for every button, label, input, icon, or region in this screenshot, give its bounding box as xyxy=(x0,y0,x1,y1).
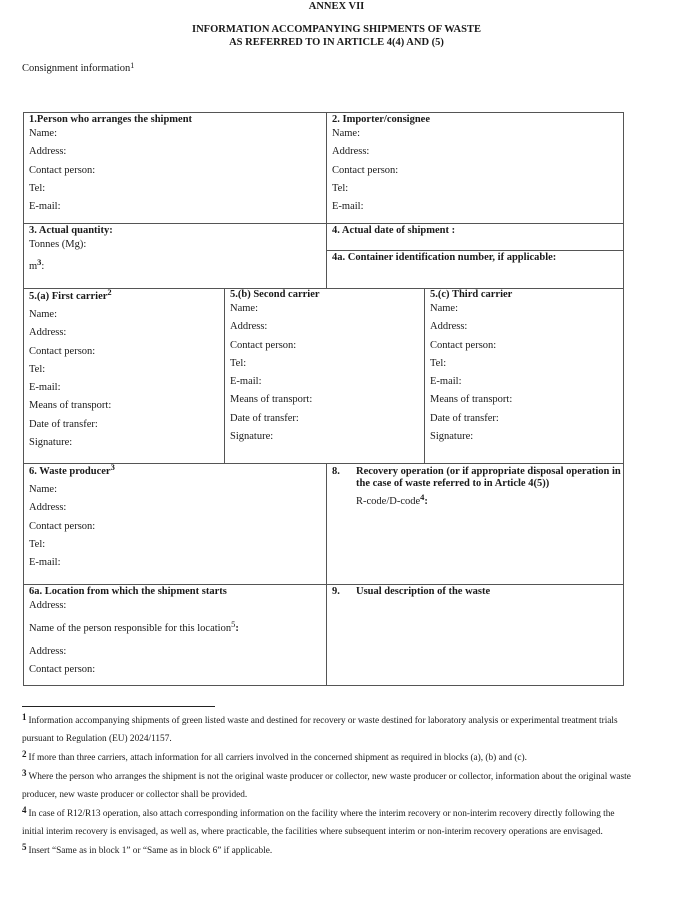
field-contact-person[interactable]: Contact person: xyxy=(430,339,497,351)
footnote-3 xyxy=(22,767,632,804)
field-address[interactable]: Address: xyxy=(29,502,67,514)
block-1-person-arranging-shipment xyxy=(29,114,324,216)
field-name[interactable]: Name: xyxy=(430,303,458,314)
block-4-actual-date-of-shipment[interactable] xyxy=(332,225,622,236)
footnote-number: 3 xyxy=(22,768,27,778)
block-4-title: 4. Actual date of shipment : xyxy=(332,225,456,236)
field-address[interactable]: Address: xyxy=(430,321,468,333)
block-8-number: 8. xyxy=(332,466,340,477)
block-5c-title: 5.(c) Third carrier xyxy=(430,289,513,300)
document-title-line2: AS REFERRED TO IN ARTICLE 4(4) AND (5) xyxy=(229,37,444,48)
block-8-title-text: Recovery operation (or if appropriate disposal operation in the case of waste referred to in Article 4(5)) xyxy=(356,466,621,489)
footnote-separator xyxy=(22,706,215,707)
field-tel[interactable]: Tel: xyxy=(430,357,447,369)
footnote-ref-5[interactable]: 5 xyxy=(231,619,236,630)
field-contact-person[interactable]: Contact person: xyxy=(332,164,399,176)
field-name[interactable]: Name: xyxy=(29,309,57,320)
field-name[interactable]: Name: xyxy=(29,484,57,495)
block-6a-shipment-start-location xyxy=(29,586,324,679)
consignment-form-table xyxy=(23,112,624,686)
block-9-title xyxy=(332,586,622,597)
field-address[interactable]: Address: xyxy=(29,327,67,339)
r-code-colon: : xyxy=(424,496,428,507)
document-title-line1: INFORMATION ACCOMPANYING SHIPMENTS OF WASTE xyxy=(192,24,481,35)
field-tel[interactable]: Tel: xyxy=(29,538,46,550)
field-signature[interactable]: Signature: xyxy=(230,431,274,443)
footnote-number: 2 xyxy=(22,749,27,759)
block-5c-third-carrier xyxy=(430,289,622,446)
block-8-recovery-operation[interactable] xyxy=(332,466,622,511)
field-date-of-transfer[interactable]: Date of transfer: xyxy=(230,412,299,424)
field-address[interactable]: Address: xyxy=(230,321,268,333)
responsible-person-label: Name of the person responsible for this location xyxy=(29,623,232,635)
divider xyxy=(224,288,225,464)
divider xyxy=(326,250,624,251)
field-means-of-transport[interactable]: Means of transport: xyxy=(430,394,513,406)
block-3-title: 3. Actual quantity: xyxy=(29,225,113,236)
block-9-title-text: Usual description of the waste xyxy=(356,586,491,597)
block-6-title xyxy=(29,462,324,477)
field-name[interactable]: Name: xyxy=(332,128,360,139)
field-email[interactable]: E-mail: xyxy=(29,382,61,394)
footnote-number: 4 xyxy=(22,805,27,815)
footnote-4 xyxy=(22,804,632,841)
annex-title: ANNEX VII xyxy=(308,1,365,12)
field-r-code-d-code[interactable] xyxy=(332,492,622,511)
field-means-of-transport[interactable]: Means of transport: xyxy=(29,400,112,412)
field-signature[interactable]: Signature: xyxy=(29,437,73,449)
block-1-title: 1.Person who arranges the shipment xyxy=(29,114,193,125)
block-4a-title: 4a. Container identification number, if applicable: xyxy=(332,252,557,263)
footnote-text: Insert “Same as in block 1” or “Same as in block 6” if applicable. xyxy=(28,846,273,856)
divider xyxy=(424,288,425,464)
footnote-ref-1[interactable]: 1 xyxy=(130,61,135,70)
consignment-information-label xyxy=(22,63,134,74)
field-responsible-person[interactable] xyxy=(29,619,324,638)
block-6-waste-producer xyxy=(29,462,324,572)
field-contact-person[interactable]: Contact person: xyxy=(29,164,96,176)
field-contact-person[interactable]: Contact person: xyxy=(29,663,96,675)
footnote-text: Information accompanying shipments of green listed waste and destined for recovery or waste destined for laboratory analysis or experimental treatment trials pursuant to Regulation (EU) 2024/1157. xyxy=(22,716,618,744)
divider xyxy=(24,223,624,224)
block-9-number: 9. xyxy=(332,586,340,597)
footnote-text: Where the person who arranges the shipment is not the original waste producer or collector, new waste producer or collector, information about the original waste producer, new waste producer or collector shall be provided. xyxy=(22,772,631,800)
field-cubic-metres[interactable] xyxy=(29,257,324,276)
footnote-text: If more than three carriers, attach information for all carriers involved in the concerned shipment as required in blocks (a), (b) and (c). xyxy=(28,753,527,763)
block-2-importer-consignee xyxy=(332,114,622,216)
field-email[interactable]: E-mail: xyxy=(430,376,462,388)
footnote-ref-4[interactable]: 4 xyxy=(420,492,425,502)
m3-colon: : xyxy=(41,261,45,273)
m3-superscript: 3 xyxy=(37,257,42,268)
block-5b-second-carrier xyxy=(230,289,422,446)
field-signature[interactable]: Signature: xyxy=(430,431,474,443)
field-tel[interactable]: Tel: xyxy=(29,363,46,375)
field-date-of-transfer[interactable]: Date of transfer: xyxy=(29,418,98,430)
footnote-5 xyxy=(22,841,632,860)
m3-unit: m xyxy=(29,261,38,273)
divider xyxy=(326,463,327,686)
field-contact-person[interactable]: Contact person: xyxy=(29,345,96,357)
field-address[interactable]: Address: xyxy=(29,600,67,611)
block-4a-container-id[interactable] xyxy=(332,252,622,263)
block-5a-title xyxy=(29,287,223,302)
field-email[interactable]: E-mail: xyxy=(29,557,61,569)
block-5a-title-text: 5.(a) First carrier xyxy=(29,291,108,302)
field-tel[interactable]: Tel: xyxy=(29,182,46,194)
field-name[interactable]: Name: xyxy=(230,303,258,314)
footnote-2 xyxy=(22,748,632,767)
field-address-2[interactable]: Address: xyxy=(29,645,67,657)
responsible-colon: : xyxy=(235,623,239,635)
divider xyxy=(326,113,327,289)
field-tonnes[interactable]: Tonnes (Mg): xyxy=(29,239,87,250)
field-address[interactable]: Address: xyxy=(29,146,67,158)
field-means-of-transport[interactable]: Means of transport: xyxy=(230,394,313,406)
footnote-ref-2[interactable]: 2 xyxy=(107,287,112,297)
field-tel[interactable]: Tel: xyxy=(230,357,247,369)
field-name[interactable]: Name: xyxy=(29,128,57,139)
block-2-title: 2. Importer/consignee xyxy=(332,114,430,125)
block-6-title-text: 6. Waste producer xyxy=(29,466,111,477)
footnote-number: 5 xyxy=(22,842,27,852)
footnotes xyxy=(22,711,632,860)
field-email[interactable]: E-mail: xyxy=(332,201,364,213)
footnote-text: In case of R12/R13 operation, also attach corresponding information on the facility where the interim recovery or non-interim recovery directly following the initial interim recovery is envisaged, as well as, where practicable, the facilities where subsequent interim or non-interim recovery operations are envisaged. xyxy=(22,809,615,837)
field-contact-person[interactable]: Contact person: xyxy=(29,520,96,532)
r-code-d-code-label: R-code/D-code xyxy=(356,496,421,507)
block-5b-title: 5.(b) Second carrier xyxy=(230,289,320,300)
field-email[interactable]: E-mail: xyxy=(230,376,262,388)
field-tel[interactable]: Tel: xyxy=(332,182,349,194)
block-8-title xyxy=(332,466,622,490)
footnote-ref-3[interactable]: 3 xyxy=(110,462,115,472)
block-9-waste-description[interactable] xyxy=(332,586,622,597)
field-contact-person[interactable]: Contact person: xyxy=(230,339,297,351)
footnote-1 xyxy=(22,711,632,748)
document-title xyxy=(0,23,673,49)
consignment-label-text: Consignment information xyxy=(22,63,131,74)
block-6a-title: 6a. Location from which the shipment starts xyxy=(29,586,227,597)
field-email[interactable]: E-mail: xyxy=(29,201,61,213)
field-date-of-transfer[interactable]: Date of transfer: xyxy=(430,412,499,424)
field-address[interactable]: Address: xyxy=(332,146,370,158)
block-3-actual-quantity xyxy=(29,225,324,277)
block-5a-first-carrier xyxy=(29,287,223,452)
footnote-number: 1 xyxy=(22,712,27,722)
divider xyxy=(24,584,624,585)
